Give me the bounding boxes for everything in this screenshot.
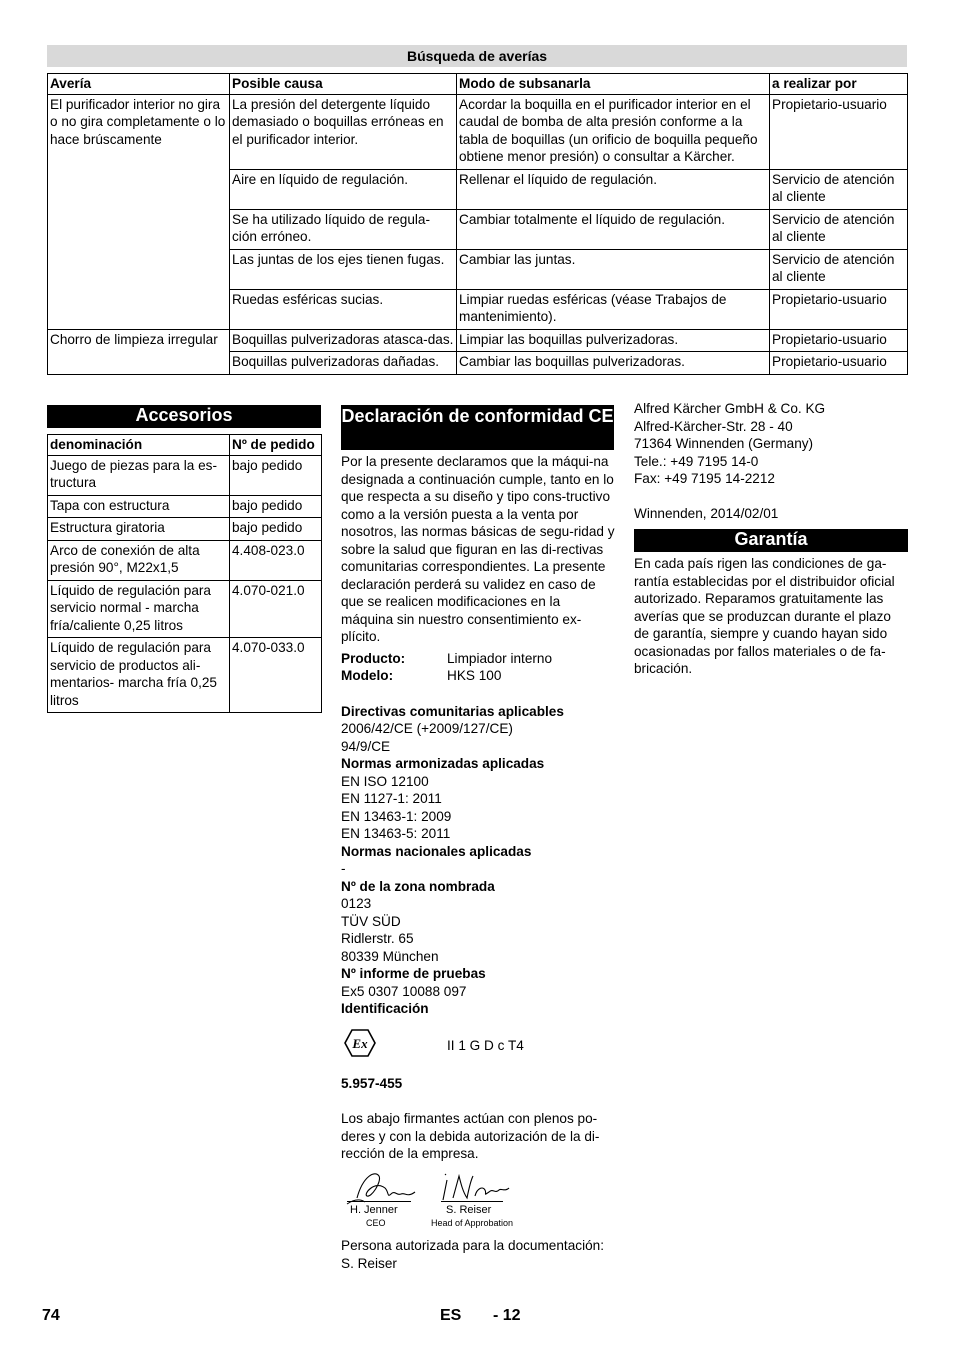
address-line: Fax: +49 7195 14-2212 — [634, 471, 775, 486]
cause-cell: Boquillas pulverizadoras atasca-das. — [230, 329, 457, 352]
address-line: Tele.: +49 7195 14-0 — [634, 453, 759, 469]
model-row — [341, 667, 616, 685]
language-code: ES — [440, 1307, 462, 1324]
troubleshooting-table — [47, 73, 908, 375]
cause-cell: Boquillas pulverizadoras dañadas. — [230, 352, 457, 375]
fault-cell: El purificador interior no gira o no gira completamente o lo hace brúscamente — [48, 94, 230, 329]
column-header: Posible causa — [230, 74, 457, 95]
product-label: Producto: — [341, 650, 406, 666]
table-header-row — [48, 435, 322, 456]
table-row — [48, 495, 322, 518]
table-header-row — [48, 74, 908, 95]
notified-item: 0123 — [341, 896, 372, 911]
report-value: Ex5 0307 10088 097 — [341, 983, 467, 999]
table-row — [48, 638, 322, 713]
order-number: bajo pedido — [230, 518, 322, 541]
remedy-cell: Cambiar las juntas. — [457, 249, 770, 289]
accessory-name: Líquido de regulación para servicio normal - marcha fría/caliente 0,25 litros — [48, 580, 230, 638]
remedy-cell: Limpiar ruedas esféricas (véase Trabajos de mantenimiento). — [457, 289, 770, 329]
harmonized-item: EN 13463-5: 2011 — [341, 826, 451, 841]
svg-text:Ex: Ex — [352, 1036, 368, 1051]
national-label: Normas nacionales aplicadas — [341, 843, 532, 859]
accessory-name: Estructura giratoria — [48, 518, 230, 541]
signatories-text: Los abajo firmantes actúan con plenos po-deres y con la debida autorización de la di-rección de la empresa. — [341, 1111, 600, 1161]
product-value: Limpiador interno — [447, 650, 553, 666]
order-number: bajo pedido — [230, 495, 322, 518]
signatory-name: S. Reiser — [446, 1204, 492, 1216]
address-line: 71364 Winnenden (Germany) — [634, 436, 814, 451]
address-line: Alfred-Kärcher-Str. 28 - 40 — [634, 418, 793, 434]
notified-item: 80339 München — [341, 948, 439, 964]
responsible-cell: Servicio de atención al cliente — [770, 249, 908, 289]
directive-item: 2006/42/CE (+2009/127/CE) — [341, 721, 513, 736]
accessories-table — [47, 434, 322, 713]
table-row — [48, 518, 322, 541]
column-header: a realizar por — [770, 74, 908, 95]
signatures — [341, 1168, 531, 1230]
model-value: HKS 100 — [447, 668, 502, 683]
order-number: 4.070-033.0 — [230, 638, 322, 713]
directives-label: Directivas comunitarias aplicables — [341, 703, 564, 719]
harmonized-item: EN ISO 12100 — [341, 773, 429, 789]
identification-label: Identificación — [341, 1001, 429, 1016]
harmonized-item: EN 1127-1: 2011 — [341, 791, 442, 806]
order-number: bajo pedido — [230, 455, 322, 495]
place-date: Winnenden, 2014/02/01 — [634, 506, 779, 521]
remedy-cell: Cambiar totalmente el líquido de regulación. — [457, 209, 770, 249]
accessory-name: Juego de piezas para la es-tructura — [48, 455, 230, 495]
accessory-name: Tapa con estructura — [48, 495, 230, 518]
cause-cell: Se ha utilizado líquido de regula-ción erróneo. — [230, 209, 457, 249]
harmonized-label: Normas armonizadas aplicadas — [341, 756, 545, 771]
notified-item: TÜV SÜD — [341, 913, 401, 929]
remedy-cell: Cambiar las boquillas pulverizadoras. — [457, 352, 770, 375]
product-row — [341, 650, 616, 668]
order-number: 4.408-023.0 — [230, 540, 322, 580]
cause-cell: La presión del detergente líquido demasiado o boquillas erróneas en el purificador interior. — [230, 94, 457, 169]
section-page: - 12 — [493, 1307, 521, 1324]
directive-item: 94/9/CE — [341, 738, 391, 754]
report-label: Nº informe de pruebas — [341, 966, 486, 981]
cause-cell: Las juntas de los ejes tienen fugas. — [230, 249, 457, 289]
column-header: Avería — [48, 74, 230, 95]
ex-marking: II 1 G D c T4 — [447, 1038, 524, 1053]
national-value: - — [341, 861, 346, 876]
declaration-heading: Declaración de conformidad CE — [341, 405, 614, 450]
order-number: 4.070-021.0 — [230, 580, 322, 638]
ex-atex-icon — [344, 1029, 376, 1057]
signatory-role: Head of Approbation — [431, 1218, 514, 1228]
warranty-heading: Garantía — [634, 529, 908, 552]
table-row — [48, 580, 322, 638]
fault-cell: Chorro de limpieza irregular — [48, 329, 230, 374]
responsible-cell: Propietario-usuario — [770, 352, 908, 375]
harmonized-item: EN 13463-1: 2009 — [341, 808, 452, 824]
remedy-cell: Acordar la boquilla en el purificador interior en el caudal de bomba de alta presión conforme a la tabla de boquillas (un orificio de boquilla pequeño obtiene menor presión) o consultar a Kärcher. — [457, 94, 770, 169]
authorized-name: S. Reiser — [341, 1255, 397, 1271]
table-row — [48, 455, 322, 495]
page-number: 74 — [42, 1307, 60, 1324]
declaration-body — [341, 453, 616, 1018]
signatory-name: H. Jenner — [350, 1204, 398, 1216]
signature-reiser — [439, 1170, 511, 1204]
table-row — [48, 540, 322, 580]
table-row — [48, 329, 908, 352]
column-header: denominación — [48, 435, 230, 456]
authorized-person — [341, 1237, 621, 1272]
document-number: 5.957-455 — [341, 1076, 403, 1091]
responsible-cell: Propietario-usuario — [770, 94, 908, 169]
notified-label: Nº de la zona nombrada — [341, 878, 495, 894]
notified-item: Ridlerstr. 65 — [341, 931, 414, 946]
address-line: Alfred Kärcher GmbH & Co. KG — [634, 401, 826, 416]
responsible-cell: Propietario-usuario — [770, 329, 908, 352]
accessory-name: Arco de conexión de alta presión 90°, M22x1,5 — [48, 540, 230, 580]
responsible-cell: Servicio de atención al cliente — [770, 209, 908, 249]
cause-cell: Ruedas esféricas sucias. — [230, 289, 457, 329]
accessory-name: Líquido de regulación para servicio de productos ali-mentarios- marcha fría 0,25 litros — [48, 638, 230, 713]
warranty-text: En cada país rigen las condiciones de ga-rantía establecidas por el distribuidor oficial autorizado. Reparamos gratuitamente las averías que se produzcan durante el plazo de garantía, siempre y cuando hayan sido ocasionadas por fallos materiales o de fa-bricación. — [634, 556, 895, 676]
signatory-role: CEO — [366, 1218, 386, 1228]
company-address — [634, 400, 909, 523]
remedy-cell: Rellenar el líquido de regulación. — [457, 169, 770, 209]
model-label: Modelo: — [341, 668, 394, 683]
cause-cell: Aire en líquido de regulación. — [230, 169, 457, 209]
declaration-intro: Por la presente declaramos que la máqui-na designada a continuación cumple, tanto en lo que respecta a su diseño y tipo cons-tructivo como a la versión puesta a la venta por nosotros, las normas básicas de segu-ridad y sobre la salud que figuran en las di-rectivas comunitarias correspondientes. La presente declaración perderá su validez en caso de que se realicen modificaciones en la máquina sin nuestro consentimiento ex-plícito. — [341, 454, 615, 644]
column-header: Modo de subsanarla — [457, 74, 770, 95]
authorized-text: Persona autorizada para la documentación: — [341, 1238, 604, 1253]
table-row — [48, 94, 908, 169]
column-header: Nº de pedido — [230, 435, 322, 456]
responsible-cell: Propietario-usuario — [770, 289, 908, 329]
responsible-cell: Servicio de atención al cliente — [770, 169, 908, 209]
accessories-heading: Accesorios — [47, 405, 321, 428]
remedy-cell: Limpiar las boquillas pulverizadoras. — [457, 329, 770, 352]
troubleshooting-title: Búsqueda de averías — [47, 45, 907, 67]
